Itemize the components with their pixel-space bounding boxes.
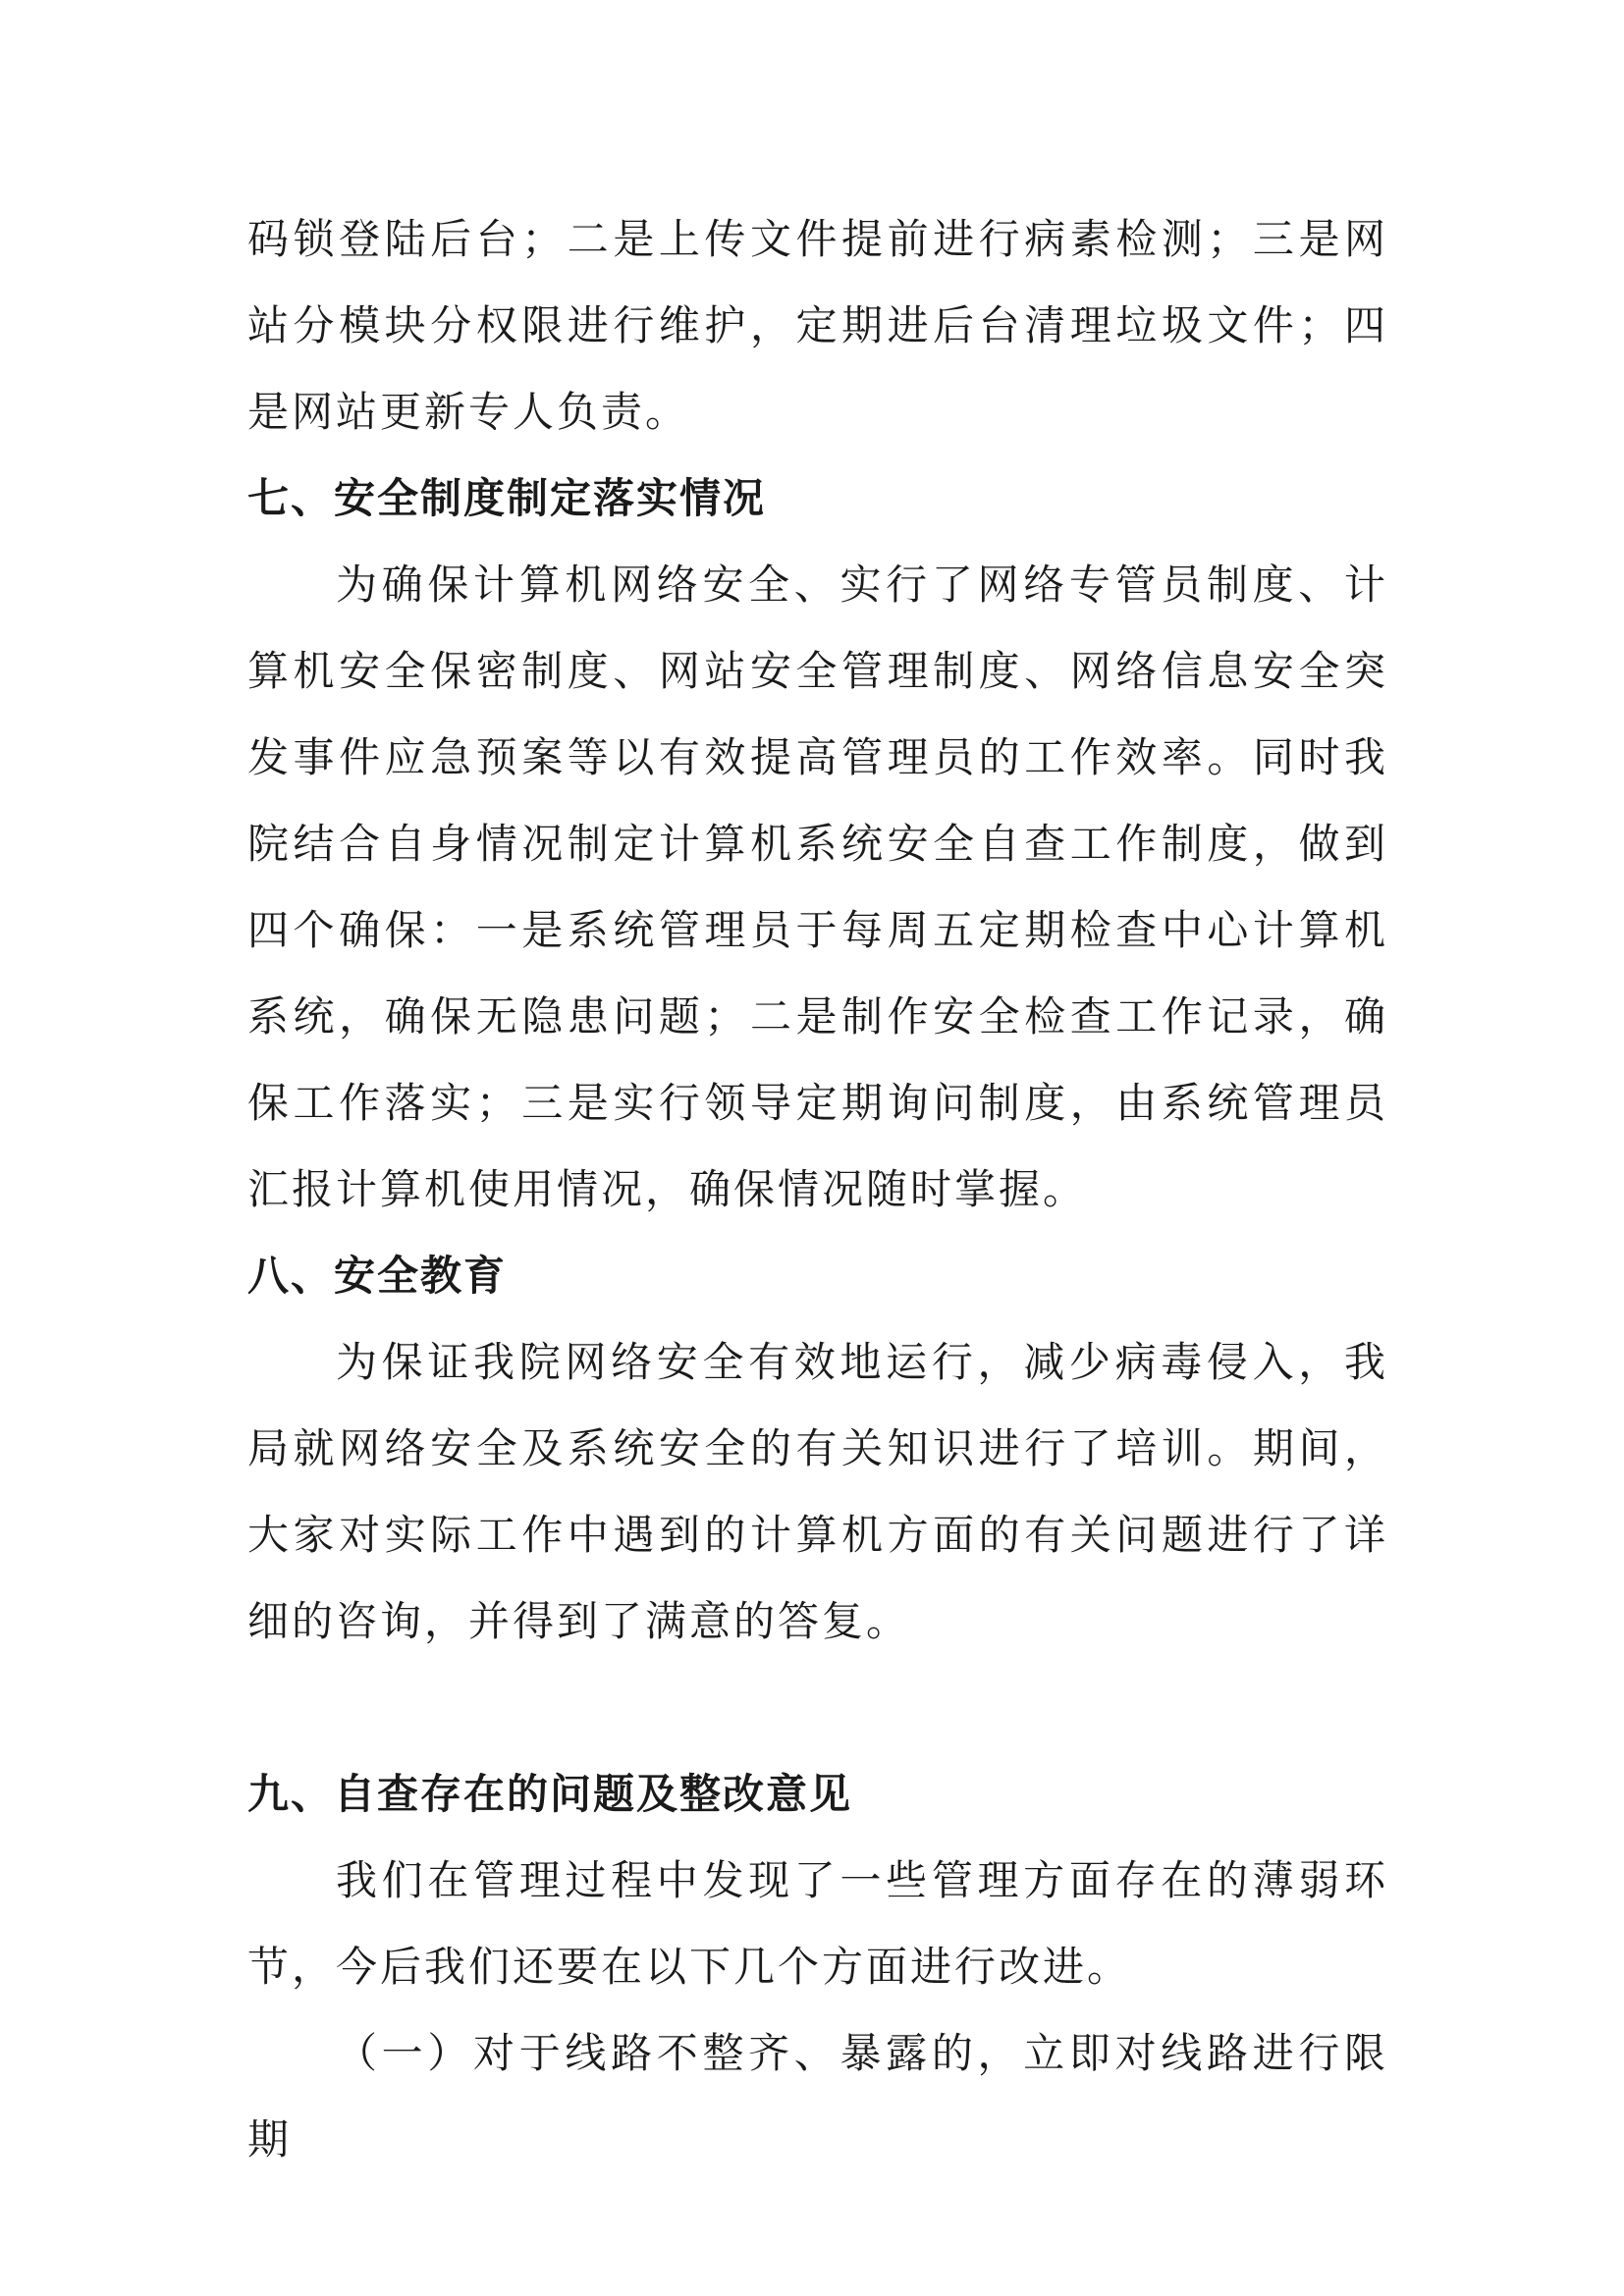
section-heading-8: 八、安全教育 [247,1252,508,1300]
continuation-paragraph: 码锁登陆后台；二是上传文件提前进行病素检测；三是网站分模块分权限进行维护，定期进后台清理垃圾文件；四是网站更新专人负责。 [247,215,1388,436]
section-heading-7: 七、安全制度制定落实情况 [247,474,767,522]
section-7-paragraph: 为确保计算机网络安全、实行了网络专管员制度、计算机安全保密制度、网站安全管理制度、网络信息安全突发事件应急预案等以有效提高管理员的工作效率。同时我院结合自身情况制定计算机系统安全自查工作制度，做到四个确保：一是系统管理员于每周五定期检查中心计算机系统，确保无隐患问题；二是制作安全检查工作记录，确保工作落实；三是实行领导定期询问制度，由系统管理员汇报计算机使用情况，确保情况随时掌握。 [247,561,1388,1213]
section-8-paragraph: 为保证我院网络安全有效地运行，减少病毒侵入，我局就网络安全及系统安全的有关知识进行了培训。期间，大家对实际工作中遇到的计算机方面的有关问题进行了详细的咨询，并得到了满意的答复。 [247,1338,1388,1645]
section-9-item-1: （一）对于线路不整齐、暴露的，立即对线路进行限期 [247,2029,1388,2163]
section-heading-9: 九、自查存在的问题及整改意见 [247,1770,853,1818]
section-9-paragraph: 我们在管理过程中发现了一些管理方面存在的薄弱环节，今后我们还要在以下几个方面进行改进。 [247,1856,1388,1991]
